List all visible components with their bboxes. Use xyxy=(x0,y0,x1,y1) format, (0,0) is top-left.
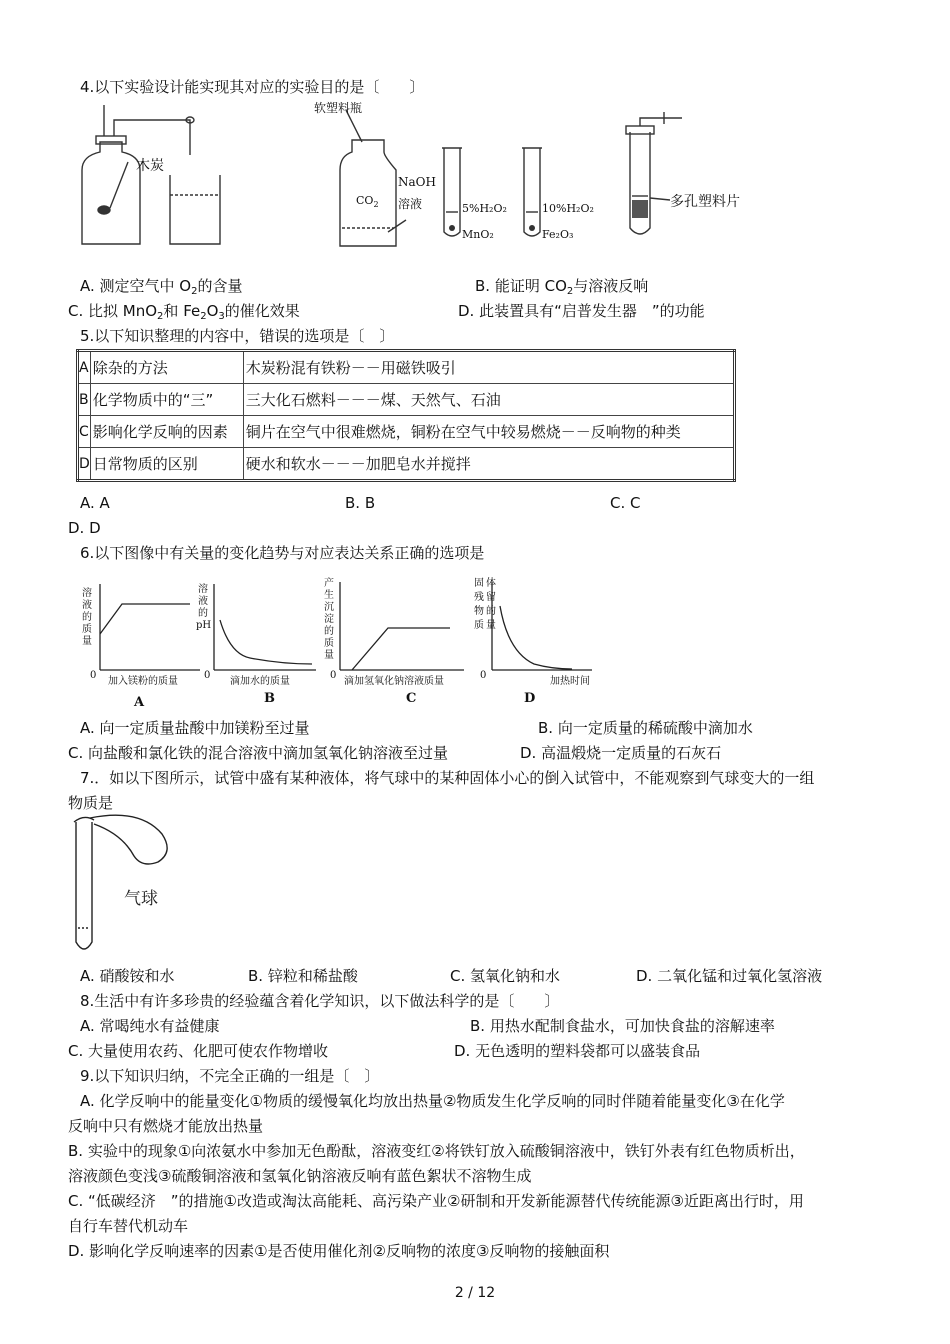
soft-bottle xyxy=(340,140,396,246)
graph-b-ylabel-2: 液 xyxy=(198,596,208,607)
q9-option-b-line-2: 溶液颜色变浅③硫酸铜溶液和氢氧化钠溶液反响有蓝色絮状不溶物生成 xyxy=(68,1167,532,1185)
q7-option-b: B. 锌粒和稀盐酸 xyxy=(248,967,358,985)
label-mno2: MnO₂ xyxy=(462,228,494,241)
q6-option-b: B. 向一定质量的稀硫酸中滴加水 xyxy=(538,719,753,737)
graph-c-curve xyxy=(352,628,450,670)
graph-b-letter: B xyxy=(264,691,275,706)
label-solution: 溶液 xyxy=(398,197,423,211)
gas-jar xyxy=(82,142,140,244)
q5-stem: 5.以下知识整理的内容中，错误的选项是〔 〕 xyxy=(80,327,395,345)
label-h2o2-5: 5%H₂O₂ xyxy=(462,202,507,215)
q6-stem: 6.以下图像中有关量的变化趋势与对应表达关系正确的选项是 xyxy=(80,544,485,562)
label-co2: $CO_2$ xyxy=(356,194,379,209)
graph-a-ylabel-4: 质 xyxy=(82,624,92,635)
graph-b-curve xyxy=(220,620,312,664)
q7-option-c: C. 氢氧化钠和水 xyxy=(450,967,561,985)
q5-option-d: D. D xyxy=(68,519,101,537)
q7-balloon-svg xyxy=(70,812,190,962)
q9-option-b-line-1: B. 实验中的现象①向浓氨水中参加无色酚酞，溶液变红②将铁钉放入硫酸铜溶液中，铁钉外表有红色物质析出， xyxy=(68,1142,805,1160)
graph-d-ylabel-4: 留 xyxy=(486,592,496,603)
graph-a-origin: 0 xyxy=(90,670,97,681)
q7-option-a: A. 硝酸铵和水 xyxy=(80,967,175,985)
graph-a-curve xyxy=(100,604,190,634)
graph-a-ylabel-2: 液 xyxy=(82,600,92,611)
q4-option-b: B. 能证明 $CO_2$与溶液反响 xyxy=(475,277,649,297)
graph-a-ylabel-3: 的 xyxy=(82,612,92,623)
graph-a-letter: A xyxy=(134,695,145,710)
q9-option-a-line-1: A. 化学反响中的能量变化①物质的缓慢氧化均放出热量②物质发生化学反响的同时伴随着能量变化③在化学 xyxy=(80,1092,785,1110)
graph-a-xlabel: 加入镁粉的质量 xyxy=(108,676,178,687)
label-h2o2-10: 10%H₂O₂ xyxy=(542,202,594,215)
graph-c-ylabel-1: 产 xyxy=(324,578,334,589)
q7-stem-line-1: 7.．如以下图所示，试管中盛有某种液体，将气球中的某种固体小心的倒入试管中，不能观察到气球变大的一组 xyxy=(80,769,815,787)
graph-d-ylabel-5: 物 xyxy=(474,606,484,617)
q8-option-a: A. 常喝纯水有益健康 xyxy=(80,1017,220,1035)
label-porous: 多孔塑料片 xyxy=(670,194,740,210)
q9-option-a-line-2: 反响中只有燃烧才能放出热量 xyxy=(68,1117,264,1135)
q8-option-c: C. 大量使用农药、化肥可使农作物增收 xyxy=(68,1042,329,1060)
graph-d-ylabel-1: 固 xyxy=(474,578,484,589)
balloon xyxy=(90,815,167,864)
graph-a-ylabel-1: 溶 xyxy=(82,588,92,599)
solution-pointer xyxy=(388,220,406,232)
graph-d-curve xyxy=(500,606,572,669)
graph-d-ylabel-3: 残 xyxy=(474,592,484,603)
label-naoh: NaOH xyxy=(398,175,436,189)
charcoal-pointer xyxy=(110,162,128,208)
graph-c-ylabel-7: 量 xyxy=(324,650,334,661)
test-tube-2 xyxy=(524,148,540,236)
kipp-outlet xyxy=(640,118,682,126)
q4-apparatus-svg xyxy=(70,100,750,250)
graph-a-ylabel-5: 量 xyxy=(82,636,92,647)
graph-d-ylabel-6: 的 xyxy=(486,606,496,617)
label-fe2o3: Fe₂O₃ xyxy=(542,228,574,241)
graph-c-letter: C xyxy=(406,691,417,706)
test-tube xyxy=(76,822,92,949)
graph-b-origin: 0 xyxy=(204,670,211,681)
q4-option-a: A. 测定空气中 $O_2$的含量 xyxy=(80,277,243,297)
graph-c-xlabel: 滴加氢氧化钠溶液质量 xyxy=(344,676,444,687)
mno2-powder xyxy=(449,225,455,231)
graph-d-ylabel-2: 体 xyxy=(486,578,496,589)
table-row: D 日常物质的区别 硬水和软水－－－加肥皂水并搅拌 xyxy=(78,448,735,481)
graph-b-ylabel-1: 溶 xyxy=(198,584,208,595)
knowledge-table xyxy=(76,349,736,482)
q9-option-c-line-1: C. “低碳经济 ”的措施①改造或淘汰高能耗、高污染产业②研制和开发新能源替代传统能源③近距离出行时，用 xyxy=(68,1192,804,1210)
q9-stem: 9.以下知识归纳，不完全正确的一组是〔 〕 xyxy=(80,1067,380,1085)
q5-option-c: C. C xyxy=(610,494,641,512)
q6-option-c: C. 向盐酸和氯化铁的混合溶液中滴加氢氧化钠溶液至过量 xyxy=(68,744,449,762)
beaker xyxy=(170,175,220,244)
q9-option-d: D. 影响化学反响速率的因素①是否使用催化剂②反响物的浓度③反响物的接触面积 xyxy=(68,1242,610,1260)
graph-c-ylabel-6: 质 xyxy=(324,638,334,649)
q7-figure xyxy=(70,812,190,966)
q6-option-d: D. 高温煅烧一定质量的石灰石 xyxy=(520,744,722,762)
q6-graphs xyxy=(72,572,632,716)
label-charcoal: 木炭 xyxy=(136,158,164,174)
graph-c-ylabel-5: 的 xyxy=(324,626,334,637)
q9-option-c-line-2: 自行车替代机动车 xyxy=(68,1217,189,1235)
table-row: A 除杂的方法 木炭粉混有铁粉－－用磁铁吸引 xyxy=(78,351,735,384)
graph-b-ylabel-3: 的 xyxy=(198,608,208,619)
q5-option-a: A. A xyxy=(80,494,110,512)
graph-d-ylabel-8: 量 xyxy=(486,620,496,631)
graph-c-ylabel-2: 生 xyxy=(324,590,334,601)
graph-c-ylabel-4: 淀 xyxy=(324,614,334,625)
graph-c-ylabel-3: 沉 xyxy=(324,602,334,613)
graph-c-origin: 0 xyxy=(330,670,337,681)
kipp-tube xyxy=(630,132,650,234)
q4-stem: 4.以下实验设计能实现其对应的实验目的是〔 〕 xyxy=(80,78,425,96)
q7-option-d: D. 二氧化锰和过氧化氢溶液 xyxy=(636,967,823,985)
graph-d-xlabel: 加热时间 xyxy=(550,676,590,687)
label-balloon: 气球 xyxy=(124,889,158,909)
q8-stem: 8.生活中有许多珍贵的经验蕴含着化学知识，以下做法科学的是〔 〕 xyxy=(80,992,560,1010)
label-soft-bottle: 软塑料瓶 xyxy=(314,101,363,115)
graph-d-letter: D xyxy=(524,691,536,706)
q5-option-b: B. B xyxy=(345,494,376,512)
graph-b-xlabel: 滴加水的质量 xyxy=(230,676,290,687)
table-row: B 化学物质中的“三” 三大化石燃料－－－煤、天然气、石油 xyxy=(78,384,735,416)
q4-option-d: D. 此装置具有“启普发生器 ”的功能 xyxy=(458,302,705,320)
table-row: C 影响化学反响的因素 铜片在空气中很难燃烧，铜粉在空气中较易燃烧－－反响物的种类 xyxy=(78,416,735,448)
q6-option-a: A. 向一定质量盐酸中加镁粉至过量 xyxy=(80,719,310,737)
charcoal-lump xyxy=(98,206,110,214)
q7-stem-line-2: 物质是 xyxy=(68,794,114,812)
graph-d-origin: 0 xyxy=(480,670,487,681)
porous-solid xyxy=(632,200,648,218)
fe2o3-powder xyxy=(529,225,535,231)
q4-figure xyxy=(70,100,750,254)
graph-d-ylabel-7: 质 xyxy=(474,620,484,631)
q6-graphs-svg xyxy=(72,572,632,712)
graph-b-ylabel-4: pH xyxy=(196,620,212,631)
page-number: 2 / 12 xyxy=(454,1285,496,1301)
q8-option-b: B. 用热水配制食盐水，可加快食盐的溶解速率 xyxy=(470,1017,775,1035)
q8-option-d: D. 无色透明的塑料袋都可以盛装食品 xyxy=(454,1042,701,1060)
q4-option-c: C. 比拟 MnO$_2$和 $Fe_2O_3$的催化效果 xyxy=(68,302,300,322)
test-tube-1 xyxy=(444,148,460,236)
